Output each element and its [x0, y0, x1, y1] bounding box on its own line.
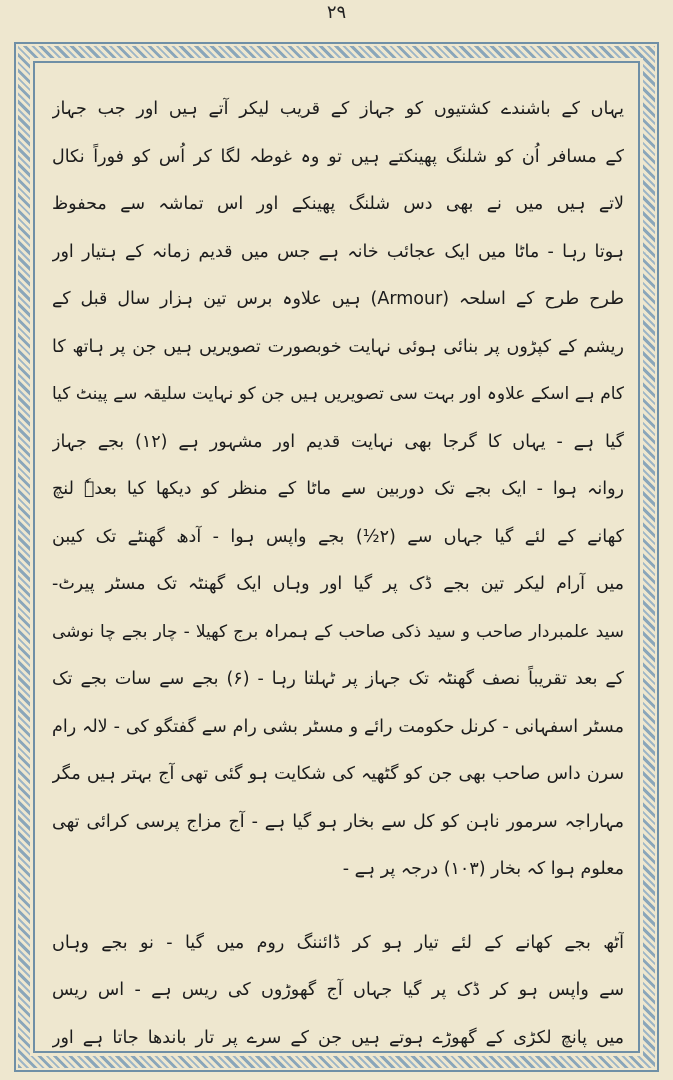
- text-line: سید علمبردار صاحب و سید ذکی صاحب کے ہمراہ برج کھیلا - چار بجے چا نوشی: [52, 621, 624, 642]
- paragraph: [52, 86, 624, 894]
- text-line: مسٹر اسفہانی - کرنل حکومت رائے و مسٹر بشی رام سے گفتگو کی - لالہ رام: [52, 716, 624, 737]
- text-line: آٹھ بجے کھانے کے لئے تیار ہو کر ڈائننگ روم میں گیا - نو بجے وہاں: [52, 932, 624, 953]
- text-line: سرن داس صاحب بھی جن کو گٹھیہ کی شکایت ہو گئی تھی آج بہتر ہیں مگر: [52, 764, 624, 784]
- page-number: ۲۹: [326, 2, 347, 23]
- text-line: کے مسافر اُن کو شلنگ پھینکتے ہیں تو وہ غوطہ لگا کر اُس کو فوراً نکال: [52, 146, 624, 167]
- paragraph-gap: [52, 894, 624, 920]
- text-line: یہاں کے باشندے کشتیوں کو جہاز کے قریب لیکر آتے ہیں اور جب جہاز: [52, 99, 624, 119]
- text-line: ہوتا رہا - ماٹا میں ایک عجائب خانہ ہے جس میں قدیم زمانہ کے ہتیار اور: [52, 241, 624, 262]
- text-line: کے بعد تقریباً نصف گھنٹہ تک جہاز پر ٹہلتا رہا - (۶) بجے سے سات بجے تک: [52, 669, 624, 689]
- body-text: [52, 86, 624, 1062]
- text-line: معلوم ہوا کہ بخار (۱۰۳) درجہ پر ہے -: [342, 859, 624, 879]
- text-line: مہاراجہ سرمور ناہن کو کل سے بخار ہو گیا ہے - آج مزاج پرسی کرائی تھی: [52, 811, 624, 832]
- text-line: کام ہے اسکے علاوہ اور بہت سی تصویریں ہیں جن کو نہایت سلیقہ سے پینٹ کیا: [52, 384, 624, 404]
- text-line: میں آرام لیکر تین بجے ڈک پر گیا اور وہاں ایک گھنٹہ تک مسٹر پیرٹ-: [52, 574, 624, 594]
- text-line: سے واپس ہو کر ڈک پر گیا جہاں آج گھوڑوں کی ریس ہے - اس ریس: [52, 980, 624, 1000]
- text-line: لاتے ہیں میں نے بھی دس شلنگ پھینکے اور اس تماشہ سے محفوظ: [52, 194, 624, 214]
- text-line: روانہ ہوا - ایک بجے تک دوربین سے ماٹا کے منظر کو دیکھا کیا بعدہٗ لنچ: [52, 479, 624, 499]
- text-line: ریشم کے کپڑوں پر بنائی ہوئی نہایت خوبصورت تصویریں ہیں جن پر ہاتھ کا: [52, 336, 624, 357]
- text-line: طرح طرح کے اسلحہ (Armour) ہیں علاوہ برس تین ہزار سال قبل کے: [52, 289, 624, 309]
- paragraph: [52, 920, 624, 1063]
- text-line: میں پانچ لکڑی کے گھوڑے ہوتے ہیں جن کے سرے پر تار باندھا جاتا ہے اور: [52, 1027, 624, 1048]
- text-line: گیا ہے - یہاں کا گرجا بھی نہایت قدیم اور مشہور ہے (۱۲) بجے جہاز: [52, 431, 624, 452]
- text-line: کھانے کے لئے گیا جہاں سے (۲½) بجے واپس ہوا - آدھ گھنٹے تک کیبن: [52, 526, 624, 547]
